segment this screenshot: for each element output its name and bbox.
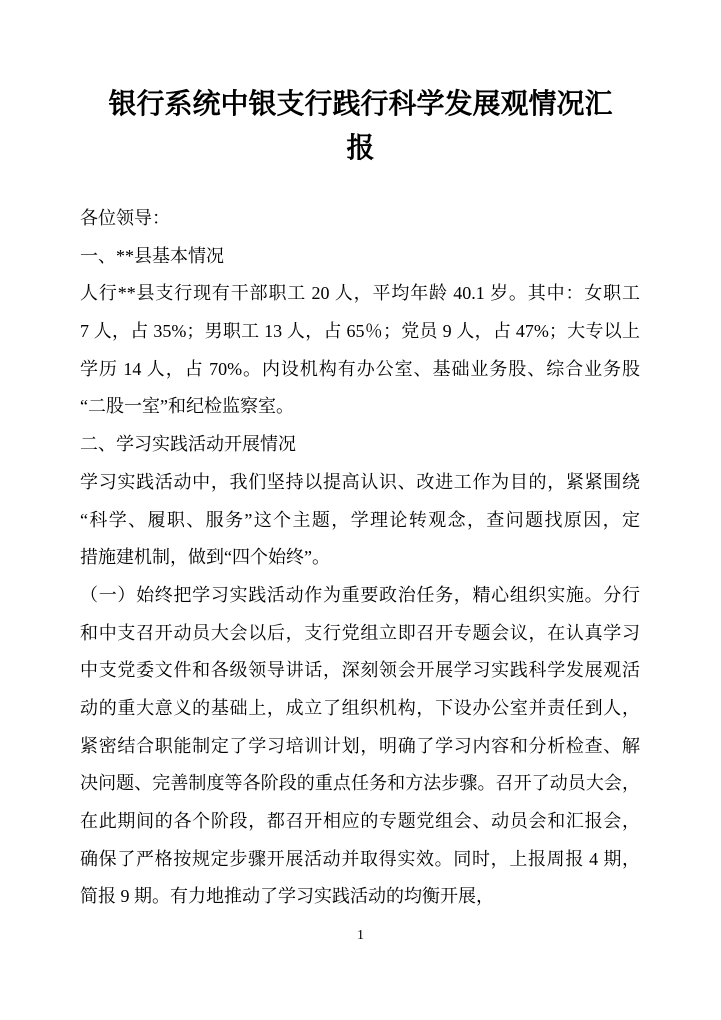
- text-line: 7 人，占 35%；男职工 13 人，占 65％；党员 9 人，占 47%；大专以上: [80, 321, 640, 342]
- text-line: 学习实践活动中，我们坚持以提高认识、改进工作为目的，紧紧围绕: [80, 471, 640, 492]
- text-line: 在此期间的各个阶段，都召开相应的专题党组会、动员会和汇报会，: [80, 811, 640, 831]
- text-line: 中支党委文件和各级领导讲话，深刻领会开展学习实践科学发展观活: [80, 660, 640, 681]
- page-number: 1: [357, 928, 364, 943]
- text-line: 人行**县支行现有干部职工 20 人，平均年龄 40.1 岁。其中：女职工: [80, 283, 640, 304]
- document-title: [40, 83, 681, 171]
- text-line: 确保了严格按规定步骤开展活动并取得实效。同时，上报周报 4 期，: [80, 848, 640, 869]
- title-line-2: 报: [346, 133, 375, 164]
- text-line: 各位领导：: [80, 208, 170, 228]
- text-line: 措施建机制，做到“四个始终”。: [80, 547, 330, 568]
- text-line: “科学、履职、服务”这个主题，学理论转观念，查问题找原因，定: [80, 509, 640, 530]
- text-line: （一）始终把学习实践活动作为重要政治任务，精心组织实施。分行: [80, 584, 640, 605]
- title-line-1: 银行系统中银支行践行科学发展观情况汇: [108, 89, 613, 120]
- text-line: 二、学习实践活动开展情况: [80, 434, 296, 455]
- text-line: 紧密结合职能制定了学习培训计划，明确了学习内容和分析检查、解: [80, 735, 640, 756]
- text-line: 一、**县基本情况: [80, 245, 224, 266]
- text-line: 决问题、完善制度等各阶段的重点任务和方法步骤。召开了动员大会，: [80, 773, 640, 794]
- text-line: 学历 14 人，占 70%。内设机构有办公室、基础业务股、综合业务股: [80, 358, 640, 379]
- text-line: “二股一室”和纪检监察室。: [80, 396, 294, 417]
- text-line: 和中支召开动员大会以后，支行党组立即召开专题会议，在认真学习: [80, 622, 640, 643]
- text-line: 简报 9 期。有力地推动了学习实践活动的均衡开展，: [80, 886, 494, 907]
- page-footer: [0, 928, 721, 944]
- text-line: 动的重大意义的基础上，成立了组织机构，下设办公室并责任到人，: [80, 697, 640, 718]
- document-body: [80, 200, 640, 916]
